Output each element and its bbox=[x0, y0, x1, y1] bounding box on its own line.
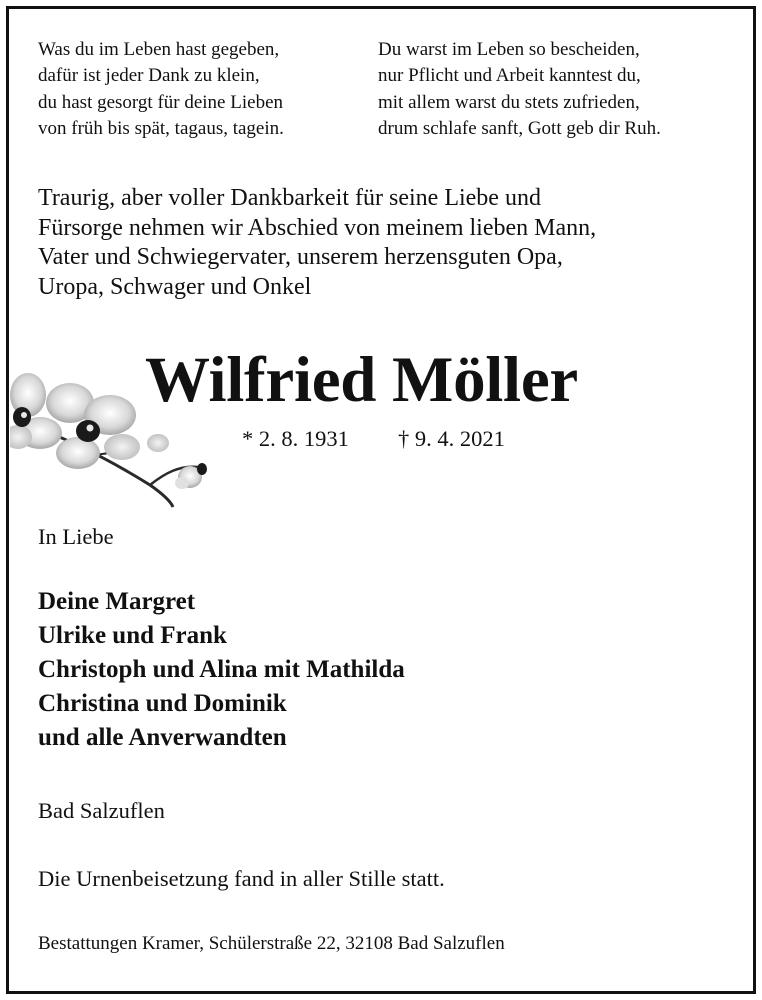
poem-line: dafür ist jeder Dank zu klein, bbox=[38, 65, 260, 87]
intro-line: Traurig, aber voller Dankbarkeit für seine Liebe und bbox=[38, 185, 541, 211]
intro-line: Uropa, Schwager und Onkel bbox=[38, 273, 312, 300]
birth-date: * 2. 8. 1931 bbox=[242, 426, 349, 451]
deceased-name: Wilfried Möller bbox=[145, 344, 578, 416]
city: Bad Salzuflen bbox=[38, 798, 165, 823]
intro-text bbox=[38, 184, 596, 302]
signer: Deine Margret bbox=[38, 588, 196, 615]
poem-left bbox=[38, 37, 284, 142]
burial-notice: Die Urnenbeisetzung fand in aller Stille statt. bbox=[38, 866, 445, 891]
intro-line: Fürsorge nehmen wir Abschied von meinem lieben Mann, bbox=[38, 214, 597, 241]
poem-line: mit allem warst du stets zufrieden, bbox=[378, 91, 640, 113]
death-date: † 9. 4. 2021 bbox=[398, 426, 505, 451]
signer: Christoph und Alina mit Mathilda bbox=[38, 656, 405, 683]
poem-line: nur Pflicht und Arbeit kanntest du, bbox=[378, 65, 641, 87]
closing-text: In Liebe bbox=[38, 524, 114, 549]
poem-line: Du warst im Leben so bescheiden, bbox=[378, 39, 640, 60]
signer: Christina und Dominik bbox=[38, 690, 287, 717]
signers-list bbox=[38, 585, 405, 755]
funeral-home: Bestattungen Kramer, Schülerstraße 22, 32108 Bad Salzuflen bbox=[38, 933, 505, 954]
poem-line: Was du im Leben hast gegeben, bbox=[38, 39, 280, 60]
poem-line: von früh bis spät, tagaus, tagein. bbox=[38, 117, 284, 139]
signer: Ulrike und Frank bbox=[38, 622, 227, 649]
poem-line: drum schlafe sanft, Gott geb dir Ruh. bbox=[378, 117, 661, 139]
intro-line: Vater und Schwiegervater, unserem herzensguten Opa, bbox=[38, 244, 563, 270]
signer: und alle Anverwandten bbox=[38, 724, 287, 751]
poem-right bbox=[378, 37, 661, 142]
poem-line: du hast gesorgt für deine Lieben bbox=[38, 91, 283, 113]
